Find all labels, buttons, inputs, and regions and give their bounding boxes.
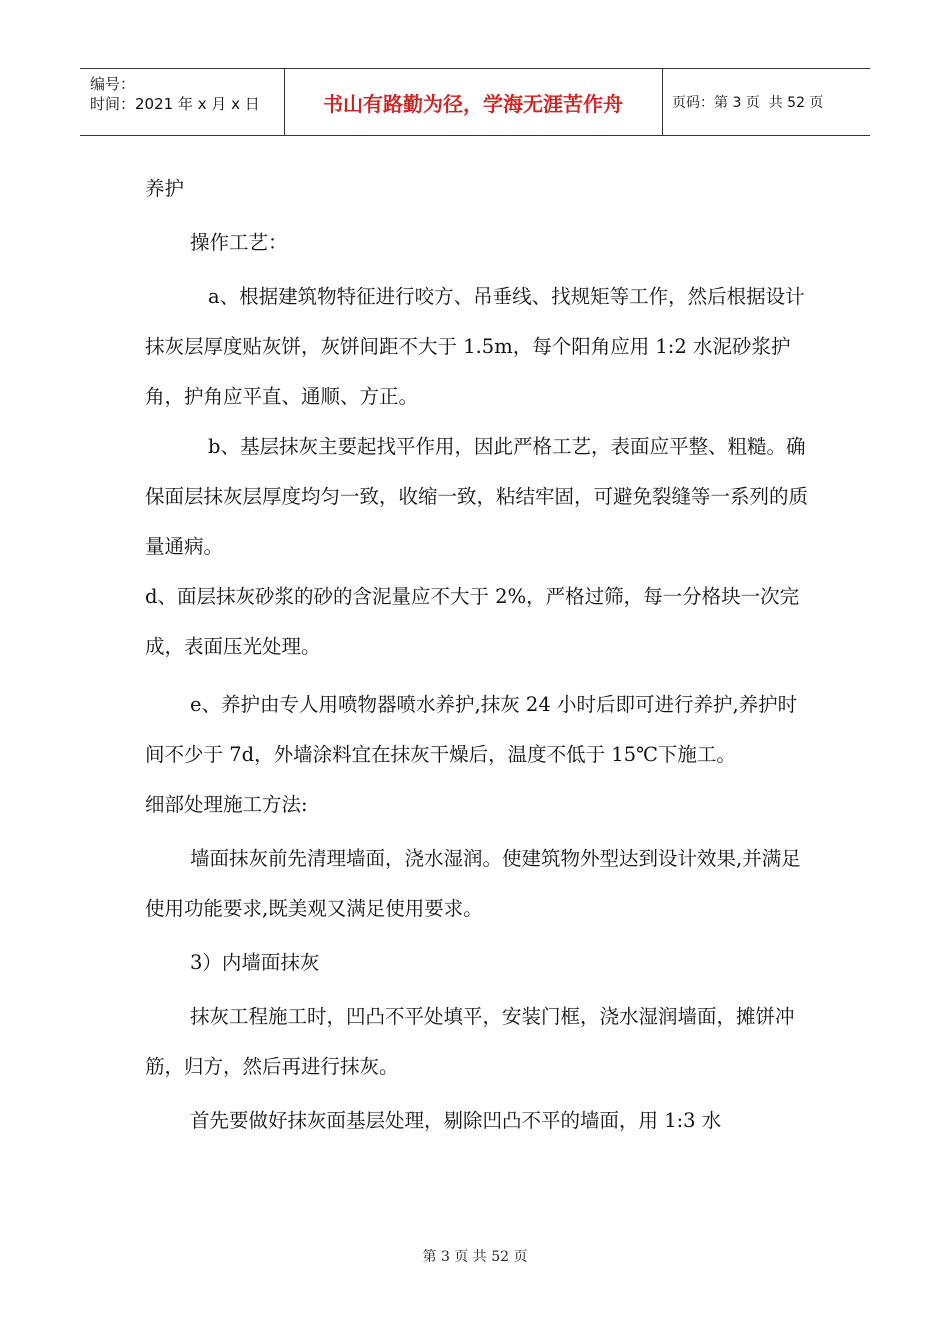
paragraph-interior-plaster-heading: 3）内墙面抹灰: [190, 951, 320, 974]
paragraph-step-d: d、面层抹灰砂浆的砂的含泥量应不大于 2%，严格过筛，每一分格块一次完成，表面压光处理。: [145, 585, 800, 658]
paragraph-heading-curing: 养护: [145, 177, 185, 200]
paragraph-plaster-work: 抹灰工程施工时，凹凸不平处填平，安装门框，浇水湿润墙面，摊饼冲筋，归方，然后再进行抹灰。: [145, 1005, 795, 1078]
paragraph-step-e: e、养护由专人用喷物器喷水养护,抹灰 24 小时后即可进行养护,养护时间不少于 7d，外墙涂料宜在抹灰干燥后，温度不低于 15℃下施工。: [145, 693, 798, 766]
paragraph-step-b: b、基层抹灰主要起找平作用，因此严格工艺，表面应平整、粗糙。确保面层抹灰层厚度均匀一致，收缩一致，粘结牢固，可避免裂缝等一系列的质量通病。: [145, 435, 809, 558]
page-header: [80, 68, 870, 136]
paragraph-detail-method: 细部处理施工方法:: [145, 793, 308, 816]
paragraph-operation-process: 操作工艺：: [190, 231, 288, 254]
header-time-label: 时间：2021 年 x 月 x 日: [90, 95, 260, 113]
document-body: [145, 164, 810, 1146]
paragraph-step-a: a、根据建筑物特征进行咬方、吊垂线、找规矩等工作，然后根据设计抹灰层厚度贴灰饼，灰饼间距不大于 1.5m，每个阳角应用 1:2 水泥砂浆护角，护角应平直、通顺、方正。: [145, 285, 805, 408]
header-page-info: 页码：第 3 页 共 52 页: [672, 95, 824, 111]
header-number-label: 编号：: [90, 75, 136, 93]
paragraph-wall-cleaning: 墙面抹灰前先清理墙面，浇水湿润。使建筑物外型达到设计效果,并满足使用功能要求,既美观又满足使用要求。: [145, 847, 801, 920]
header-meta: [80, 69, 284, 135]
page-footer: 第 3 页 共 52 页: [422, 1249, 528, 1265]
paragraph-base-treatment: 首先要做好抹灰面基层处理，剔除凹凸不平的墙面，用 1:3 水: [190, 1109, 722, 1132]
header-motto: 书山有路勤为径，学海无涯苦作舟: [323, 91, 623, 116]
